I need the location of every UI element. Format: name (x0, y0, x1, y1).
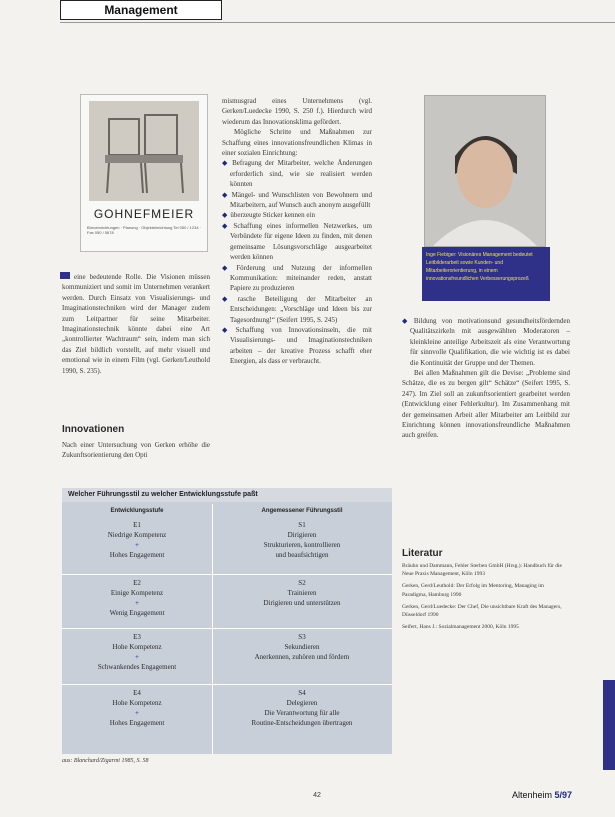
cell-line: + (135, 709, 139, 717)
right-bullet-list (402, 316, 570, 368)
portrait-photo (424, 95, 546, 247)
edge-tab (603, 680, 615, 770)
footer-issue: 5/97 (554, 790, 573, 800)
reference-item: Gerken, Gerd/Leuthold: Der Erfolg im Mentoring, Managing im Paradigma, Hamburg 1990 (402, 583, 544, 598)
mid-bullet-item (222, 221, 372, 263)
bullet-text: Schaffung von Innovationsinseln, die mit Visualisierungs- und Imaginationstechniken arbeiten – der kreative Prozess schafft eher Energien, als dass er verbraucht. (230, 325, 372, 366)
right-column (402, 316, 570, 441)
bullet-text: überzeugte Sticker kennen ein (230, 211, 315, 220)
cell-line: + (135, 653, 139, 661)
table-header-left: Entwicklungsstufe (110, 508, 164, 514)
footer-brand (512, 790, 572, 800)
row-divider (62, 628, 392, 629)
cell-line: Einige Kompetenz (110, 589, 164, 597)
chair-illustration-icon (89, 101, 199, 201)
left-column (62, 272, 210, 376)
mid-bullet-list (222, 158, 372, 366)
cell-line: Anerkennen, zuhören und fördern (254, 653, 350, 661)
cell-line: + (135, 541, 139, 549)
cell-line: und beaufsichtigen (275, 551, 329, 559)
bullet-text: Schaffung eines informellen Netzwerkes, um Verbündete für eigene Ideen zu finden, mit denen gemeinsame Lösungsvorschläge ausgearbeitet werden können (230, 221, 372, 262)
leadership-table (62, 488, 392, 754)
table-header-right: Angemessener Führungsstil (261, 508, 343, 514)
bullet-text: Förderung und Nutzung der informellen Kommunikation: miteinander reden, anstatt Papiere zu produzieren (230, 263, 372, 293)
table-cell-stage (62, 520, 212, 560)
bullet-text: Mängel- und Wunschlisten von Bewohnern und Mitarbeitern, auf Wunsch auch anonym ausgefüllt (230, 190, 372, 210)
left-paragraph-2: Nach einer Untersuchung von Gerken erhöhe die Zukunftsorientierung den Opti (62, 441, 210, 460)
mid-bullet-item (222, 190, 372, 211)
cell-line: Die Verantwortung für alle (264, 709, 340, 717)
bullet-icon: ◆ (222, 159, 230, 168)
ad-logo: GOHNEFMEIER (93, 207, 195, 221)
bullet-icon: ◆ (222, 294, 235, 303)
middle-column (222, 96, 372, 367)
mid-paragraph-2: Mögliche Schritte und Maßnahmen zur Schaffung eines innovationsfreundlichen Klimas in einer sozialen Einrichtung: (222, 128, 372, 158)
cell-line: E1 (133, 521, 141, 529)
left-paragraph: eine bedeutende Rolle. Die Visionen müssen kommuniziert und somit im Unternehmen verankert werden. Durch Einsatz von Visualisierungs- und Imaginationstechniken wird der Manager zudem zum Leitpartner für seine Mitarbeiter. Imaginationstechnik könnte dabei eine Art „kontrollierter Wachtraum“ sein, indem man sich das Ziel bildlich vorstellt, auf mehr visuell und emotional wie in einem Film (vgl. Gerken/Leuthold 1990, S. 235). (62, 273, 210, 375)
cell-line: Strukturieren, kontrollieren (263, 541, 341, 549)
cell-line: + (135, 599, 139, 607)
cell-line: Wenig Engagement (109, 609, 165, 617)
cell-line: Trainieren (287, 589, 317, 597)
bullet-text: Bildung von motivationsund gesundheitsfördernden Qualitätszirkeln mit ausgewählten Moderatoren – kleinkleine anteilige Arbeitszeit als eine Verantwortung für sinnvolle Qualifikation, die wie wichtig ist es dabei die Kontinuität der Gruppe und der Themen. (410, 317, 571, 367)
reference-list (402, 562, 570, 635)
ad-chair-photo (89, 101, 199, 201)
cell-line: Hohe Kompetenz (112, 643, 162, 651)
table-cell-stage (62, 688, 212, 728)
cell-line: Dirigieren und unterstützen (263, 599, 341, 607)
cell-line: S1 (298, 521, 306, 529)
top-rule (60, 22, 615, 23)
page-number: 42 (313, 792, 321, 799)
bullet-icon: ◆ (222, 325, 233, 334)
table-cell-stage (62, 578, 212, 618)
cell-line: S4 (298, 689, 306, 697)
footer-brand-name: Altenheim (512, 790, 553, 800)
bullet-icon: ◆ (222, 221, 231, 230)
table-cell-style (212, 520, 392, 560)
heading-literatur: Literatur (402, 548, 443, 559)
mid-bullet-item (222, 294, 372, 325)
cell-line: Hohes Engagement (109, 719, 165, 727)
portrait-caption: Inge Fiebiger: Visionäres Management bedeutet Leitbilderarbeit sowie Kunden- und Mitarbeiterorientierung, in einem innovationsfreundlichen Verbesserungsprozeß (422, 247, 550, 301)
cell-line: Schwankendes Engagement (97, 663, 177, 671)
mid-bullet-item (222, 263, 372, 294)
table-cell-style (212, 688, 392, 728)
cell-line: E4 (133, 689, 141, 697)
cell-line: S3 (298, 633, 306, 641)
mid-paragraph-1: mismusgrad eines Unternehmens (vgl. Gerken/Luedecke 1990, S. 250 f.). Hierdurch wird wiederum das Innovationsklima gefördert. (222, 97, 372, 126)
cell-line: Routine-Entscheidungen übertragen (251, 719, 353, 727)
row-divider (62, 574, 392, 575)
table-cell-style (212, 632, 392, 662)
bullet-text: rasche Beteiligung der Mitarbeiter an Entscheidungen: „Vorschläge und Ideen bis zur Tagesordnung!“ (Seifert 1995, S. 245) (230, 294, 372, 324)
mid-bullet-item (222, 210, 372, 220)
section-title: Management (104, 3, 178, 17)
heading-innovationen: Innovationen (62, 424, 125, 435)
cell-line: Sekundieren (284, 643, 320, 651)
cell-line: Niedrige Kompetenz (107, 531, 167, 539)
mid-bullet-item (222, 158, 372, 189)
table-cell-stage (62, 632, 212, 672)
mid-bullet-item (222, 325, 372, 367)
cell-line: Dirigieren (287, 531, 317, 539)
section-header (60, 0, 222, 20)
table-source: aus: Blanchard/Zigarmi 1985, S. 58 (62, 758, 149, 764)
cell-line: Hohes Engagement (109, 551, 165, 559)
cell-line: Delegieren (286, 699, 318, 707)
cell-line: E3 (133, 633, 141, 641)
cell-line: S2 (298, 579, 306, 587)
bullet-icon: ◆ (222, 211, 228, 220)
table-cell-style (212, 578, 392, 608)
bullet-icon: ◆ (222, 263, 234, 272)
row-divider (62, 684, 392, 685)
bullet-icon: ◆ (222, 190, 229, 199)
person-portrait-icon (425, 96, 545, 246)
advertisement[interactable] (80, 94, 208, 252)
ad-contact: Büroeinrichtungen · Planung · Objekteinrichtung Tel 050 / 1234 · Fax 050 / 5678 (87, 225, 201, 235)
cell-line: E2 (133, 579, 141, 587)
bullet-icon: ◆ (402, 317, 411, 325)
table-title: Welcher Führungsstil zu welcher Entwicklungsstufe paßt (62, 488, 392, 502)
cell-line: Hohe Kompetenz (112, 699, 162, 707)
reference-item: Seifert, Hans J.: Sozialmanagement 2000, Köln 1995 (402, 624, 519, 631)
bullet-text: Befragung der Mitarbeiter, welche Änderungen erforderlich sind, wie sie realisiert werden könnten (230, 159, 372, 189)
right-bullet-item (402, 316, 570, 368)
reference-item: Bräuhn und Dammann, Fehler Sterben GmbH (Hrsg.): Handbuch für die Neue Praxis Management, Köln 1993 (402, 563, 562, 578)
right-paragraph: Bei allen Maßnahmen gilt die Devise: „Probleme sind Schätze, die es zu bergen gilt“ Schätze“ (Seifert 1995, S. 247). Im Ziel soll an zukunftsorientiert gearbeitet werden (Entwicklung einer Fehlerkultur). Im Zusammenhang mit der gemeinsamen Arbeit aller Mitarbeiter am Leitbild zur Einrichtung können innovationsfreundliche Maßnahmen auch greifen. (402, 369, 570, 440)
reference-item: Gerken, Gerd/Luedecke: Der Chef, Die unsichtbare Kraft des Managers, Düsseldorf 1990 (402, 603, 562, 619)
